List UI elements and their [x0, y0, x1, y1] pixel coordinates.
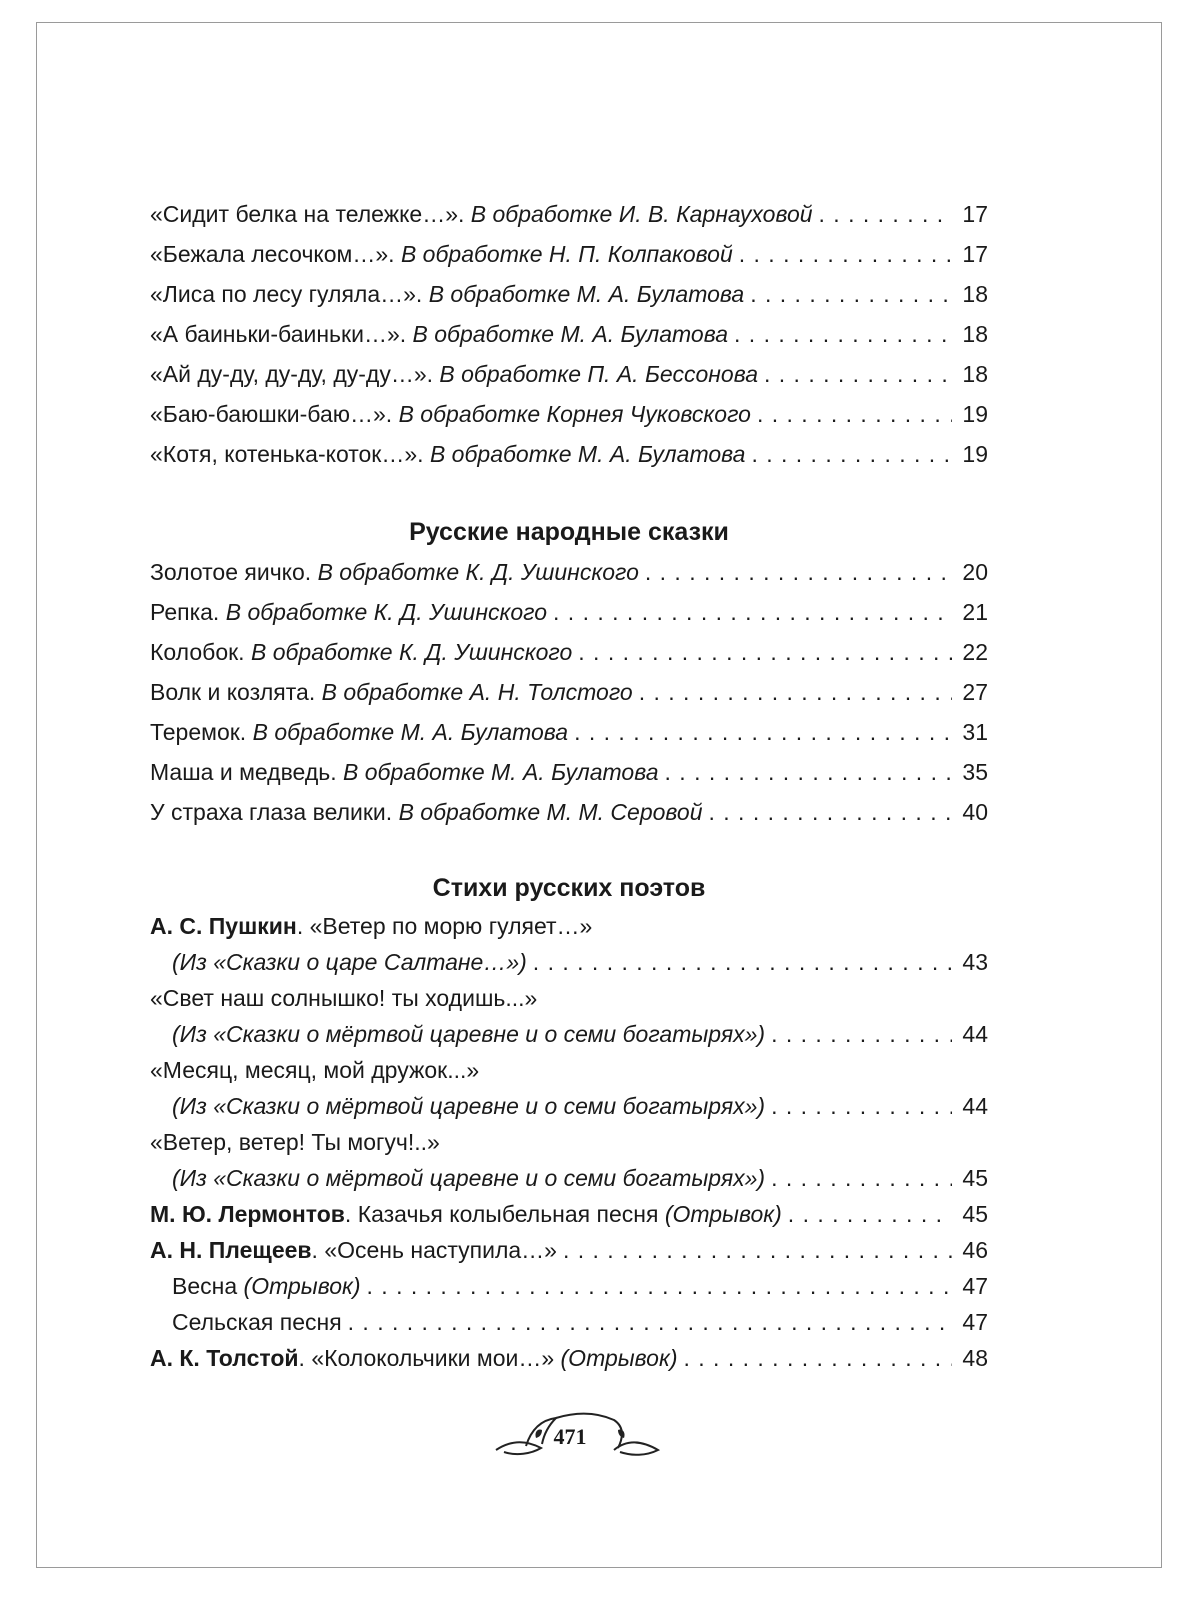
entry-editor: В обработке М. А. Булатова — [252, 719, 569, 745]
toc-entry — [150, 1088, 988, 1124]
toc-entry — [150, 274, 988, 314]
toc-author-line: А. С. Пушкин. «Ветер по морю гуляет…» — [150, 913, 593, 939]
entry-title: «Ветер, ветер! Ты могуч!..» — [150, 1129, 440, 1155]
leader-dots — [750, 274, 952, 314]
leader-dots — [367, 1268, 952, 1304]
leader-dots — [819, 194, 952, 234]
leader-dots — [708, 792, 952, 832]
entry-editor: В обработке М. А. Булатова — [428, 281, 745, 307]
leader-dots — [563, 1232, 952, 1268]
leader-dots — [665, 752, 952, 792]
entry-source: (Из «Сказки о мёртвой царевне и о семи богатырях») — [172, 1021, 766, 1047]
toc-entry: М. Ю. Лермонтов. Казачья колыбельная песня (Отрывок) . . . 45 — [150, 1196, 988, 1232]
entry-page: 22 — [962, 639, 988, 665]
toc-entry — [150, 394, 988, 434]
entry-editor: В обработке К. Д. Ушинского — [317, 559, 639, 585]
entry-page: 18 — [962, 281, 988, 307]
entry-title: Золотое яичко. — [150, 559, 312, 585]
entry-title: «А баиньки-баиньки…». — [150, 321, 407, 347]
entry-page: 48 — [962, 1345, 988, 1371]
toc-entry — [150, 632, 988, 672]
toc-entry — [150, 1016, 988, 1052]
toc-entry — [150, 552, 988, 592]
toc-entry — [150, 752, 988, 792]
entry-page: 35 — [962, 759, 988, 785]
entry-page: 17 — [962, 201, 988, 227]
toc-section-fairy-tales — [150, 512, 988, 832]
toc-entry: А. Н. Плещеев. «Осень наступила…» . . . 46 — [150, 1232, 988, 1268]
leader-dots — [734, 314, 952, 354]
entry-page: 19 — [962, 401, 988, 427]
toc-line — [150, 1052, 988, 1088]
toc-section-lullabies — [150, 194, 988, 474]
entry-page: 44 — [962, 1093, 988, 1119]
entry-title: «Ветер по морю гуляет…» — [309, 913, 593, 939]
leader-dots — [788, 1196, 952, 1232]
entry-page: 27 — [962, 679, 988, 705]
entry-page: 45 — [962, 1201, 988, 1227]
toc-section-poems — [150, 868, 988, 1376]
entry-note: (Отрывок) — [243, 1273, 361, 1299]
leader-dots — [684, 1340, 953, 1376]
leader-dots — [645, 552, 952, 592]
leader-dots — [348, 1304, 952, 1340]
entry-editor: В обработке Н. П. Колпаковой — [400, 241, 733, 267]
toc-entry — [150, 672, 988, 712]
leader-dots — [751, 434, 952, 474]
toc-entry — [150, 792, 988, 832]
toc-entry — [150, 712, 988, 752]
entry-page: 17 — [962, 241, 988, 267]
entry-title: Сельская песня — [172, 1309, 342, 1335]
section-heading: Стихи русских поэтов — [432, 874, 706, 902]
entry-title: «Бежала лесочком…». — [150, 241, 395, 267]
entry-title: «Котя, котенька-коток…». — [150, 441, 424, 467]
entry-page: 45 — [962, 1165, 988, 1191]
entry-page: 44 — [962, 1021, 988, 1047]
entry-page: 19 — [962, 441, 988, 467]
entry-title: Колобок. — [150, 639, 245, 665]
entry-editor: В обработке М. А. Булатова — [429, 441, 746, 467]
entry-note: (Отрывок) — [560, 1345, 678, 1371]
leader-dots — [771, 1088, 952, 1124]
leader-dots — [553, 592, 952, 632]
entry-page: 18 — [962, 361, 988, 387]
toc-line — [150, 980, 988, 1016]
entry-title: «Лиса по лесу гуляла…». — [150, 281, 423, 307]
entry-title: «Свет наш солнышко! ты ходишь...» — [150, 985, 538, 1011]
entry-source: (Из «Сказки о царе Салтане…») — [172, 949, 527, 975]
section-heading: Русские народные сказки — [409, 518, 729, 546]
entry-title: «Осень наступила…» — [324, 1237, 557, 1263]
toc-entry — [150, 194, 988, 234]
entry-editor: В обработке П. А. Бессонова — [439, 361, 758, 387]
entry-title: «Месяц, месяц, мой дружок...» — [150, 1057, 480, 1083]
entry-source: (Из «Сказки о мёртвой царевне и о семи богатырях») — [172, 1093, 766, 1119]
toc-entry — [150, 1160, 988, 1196]
entry-editor: В обработке Корнея Чуковского — [398, 401, 751, 427]
author-name: А. К. Толстой — [150, 1345, 299, 1371]
entry-editor: В обработке М. А. Булатова — [412, 321, 729, 347]
entry-note: (Отрывок) — [664, 1201, 782, 1227]
entry-editor: В обработке А. Н. Толстого — [321, 679, 633, 705]
entry-page: 21 — [962, 599, 988, 625]
entry-title: Весна — [172, 1273, 238, 1299]
entry-editor: В обработке И. В. Карнауховой — [470, 201, 813, 227]
entry-editor: В обработке К. Д. Ушинского — [250, 639, 573, 665]
toc-entry — [150, 234, 988, 274]
entry-page: 31 — [962, 719, 988, 745]
leader-dots — [578, 632, 952, 672]
entry-source: (Из «Сказки о мёртвой царевне и о семи богатырях») — [172, 1165, 766, 1191]
entry-page: 40 — [962, 799, 988, 825]
toc-line — [150, 1124, 988, 1160]
leader-dots — [771, 1160, 952, 1196]
leader-dots — [533, 944, 952, 980]
entry-title: Теремок. — [150, 719, 247, 745]
entry-title: «Ай ду-ду, ду-ду, ду-ду…». — [150, 361, 434, 387]
entry-title: Казачья колыбельная песня — [357, 1201, 659, 1227]
entry-title: «Баю-баюшки-баю…». — [150, 401, 393, 427]
toc-entry — [150, 1268, 988, 1304]
toc-entry — [150, 592, 988, 632]
leader-dots — [739, 234, 952, 274]
toc-entry — [150, 1304, 988, 1340]
page-number: 471 — [553, 1424, 587, 1449]
entry-title: «Сидит белка на тележке…». — [150, 201, 465, 227]
toc-entry — [150, 434, 988, 474]
leader-dots — [574, 712, 952, 752]
entry-editor: В обработке М. А. Булатова — [343, 759, 659, 785]
entry-page: 20 — [962, 559, 988, 585]
leader-dots — [764, 354, 952, 394]
entry-editor: В обработке М. М. Серовой — [398, 799, 703, 825]
leader-dots — [639, 672, 952, 712]
entry-title: Волк и козлята. — [150, 679, 316, 705]
toc-entry — [150, 354, 988, 394]
entry-title: Репка. — [150, 599, 220, 625]
toc-entry — [150, 314, 988, 354]
entry-title: Маша и медведь. — [150, 759, 337, 785]
author-name: А. Н. Плещеев — [150, 1237, 312, 1263]
entry-page: 18 — [962, 321, 988, 347]
entry-page: 43 — [962, 949, 988, 975]
entry-editor: В обработке К. Д. Ушинского — [225, 599, 548, 625]
entry-title: «Колокольчики мои…» — [311, 1345, 555, 1371]
toc-entry: А. К. Толстой. «Колокольчики мои…» (Отрывок) . . . 48 — [150, 1340, 988, 1376]
entry-page: 47 — [962, 1309, 988, 1335]
leader-dots — [757, 394, 952, 434]
entry-page: 46 — [962, 1237, 988, 1263]
toc-entry — [150, 944, 988, 980]
entry-title: У страха глаза велики. — [150, 799, 393, 825]
leader-dots — [771, 1016, 952, 1052]
author-name: М. Ю. Лермонтов — [150, 1201, 345, 1227]
author-name: А. С. Пушкин — [150, 913, 297, 939]
entry-page: 47 — [962, 1273, 988, 1299]
